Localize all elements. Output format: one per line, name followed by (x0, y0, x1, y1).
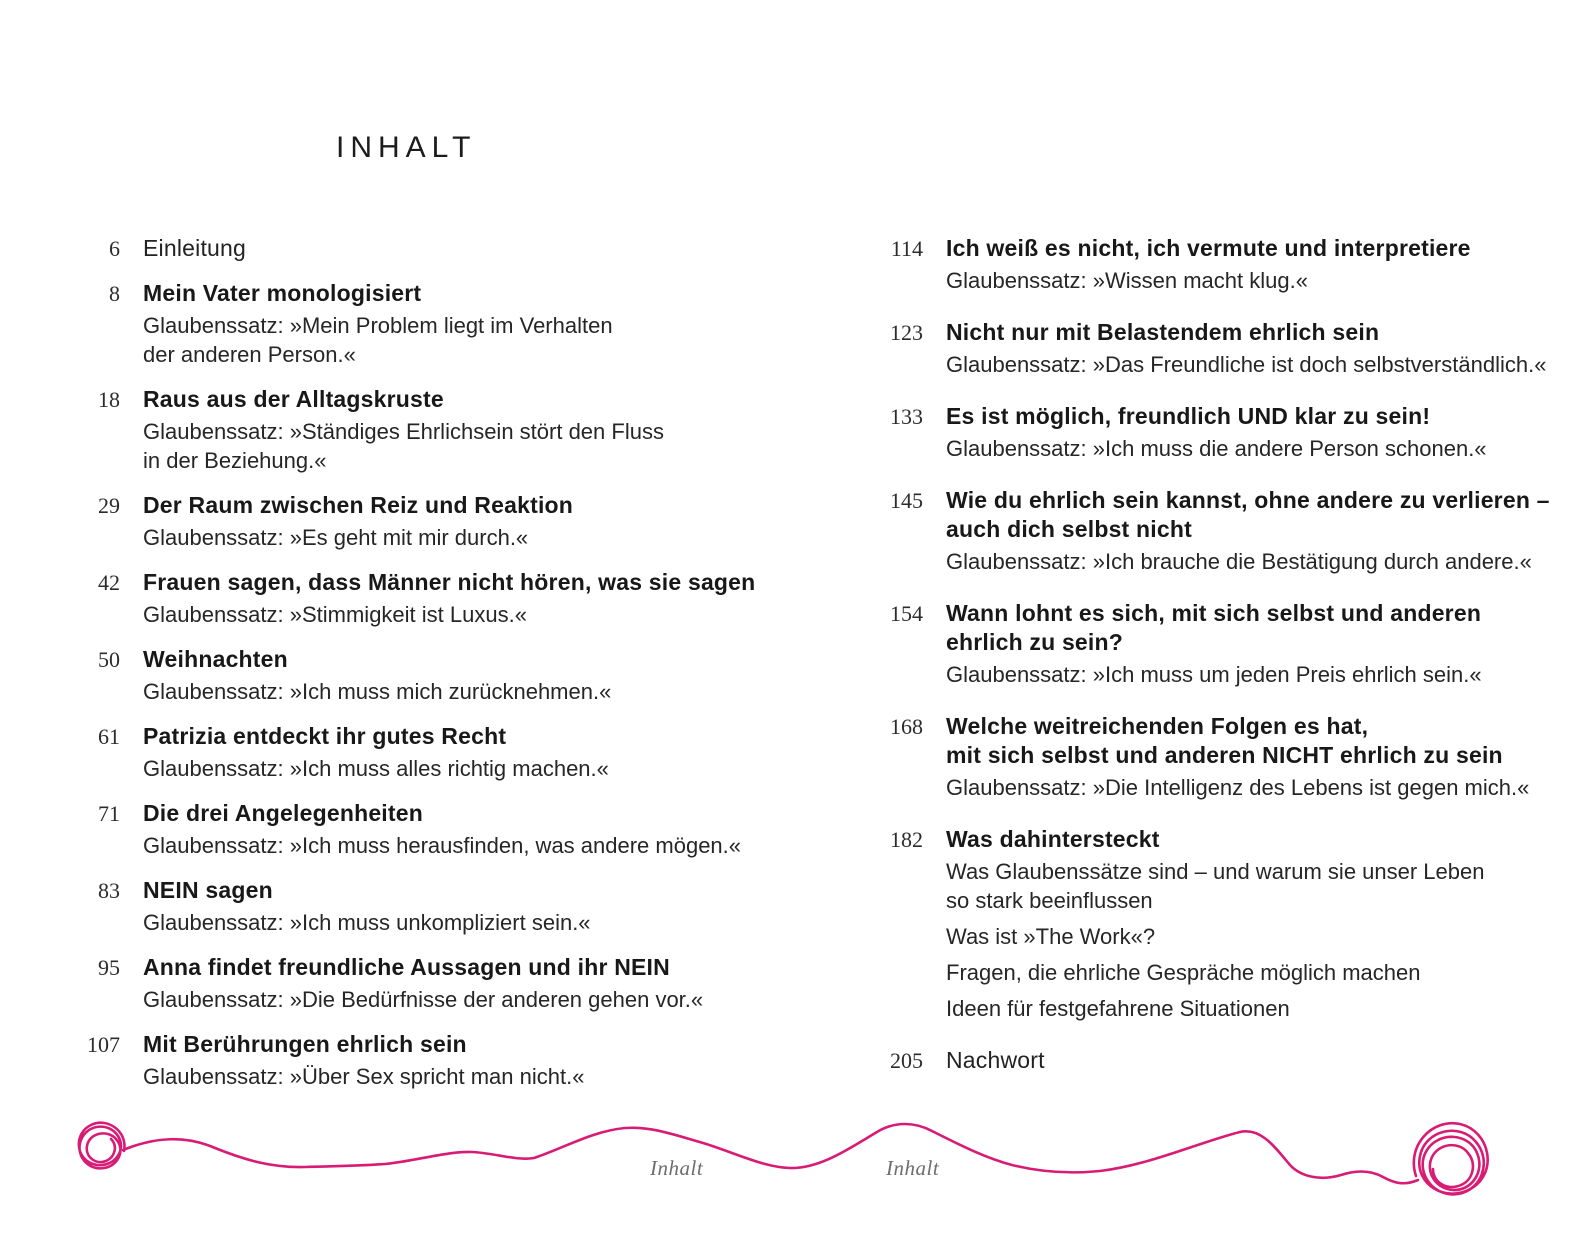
toc-entry-subtitle-line: Glaubenssatz: »Ich muss alles richtig machen.« (143, 756, 609, 781)
toc-entry-subtitle (143, 985, 703, 1014)
toc-entry-title-line: Frauen sagen, dass Männer nicht hören, was sie sagen (143, 569, 756, 595)
toc-entry-subtitle (946, 958, 1484, 987)
toc-entry-title-line: Einleitung (143, 235, 247, 261)
toc-entry-content (143, 279, 613, 369)
toc-page-number: 6 (109, 236, 120, 261)
toc-entry-subtitle-line: Glaubenssatz: »Die Intelligenz des Lebens ist gegen mich.« (946, 775, 1530, 800)
toc-entry-subtitle-line: Glaubenssatz: »Ich muss um jeden Preis ehrlich sein.« (946, 662, 1482, 687)
toc-page-number: 29 (98, 493, 120, 518)
toc-entry-title-line: ehrlich zu sein? (946, 629, 1124, 655)
toc-entry-subtitle (143, 311, 613, 369)
toc-entry-subtitle-line: Glaubenssatz: »Es geht mit mir durch.« (143, 525, 529, 550)
toc-page-number: 71 (98, 801, 120, 826)
toc-entry-subtitle-line: Fragen, die ehrliche Gespräche möglich machen (946, 960, 1421, 985)
toc-entry-subtitle (143, 754, 609, 783)
toc-entry (62, 953, 792, 1014)
toc-entry-subtitle (946, 857, 1484, 915)
toc-page-number: 154 (890, 601, 923, 626)
toc-entry-subtitle-line: Glaubenssatz: »Mein Problem liegt im Verhalten (143, 313, 613, 338)
toc-entry-title-line: auch dich selbst nicht (946, 516, 1192, 542)
toc-entry-content (143, 568, 755, 629)
toc-entry-content (143, 953, 703, 1014)
scribble-ball-right-icon (1414, 1123, 1488, 1194)
toc-entry-title-line: Welche weitreichenden Folgen es hat, (946, 713, 1369, 739)
toc-entry-subtitle (946, 266, 1471, 295)
toc-entry (62, 722, 792, 783)
toc-entry-subtitle-line: Glaubenssatz: »Das Freundliche ist doch selbstverständlich.« (946, 352, 1547, 377)
toc-column-right (857, 234, 1587, 1098)
toc-entry (857, 402, 1587, 463)
toc-entry-subtitle (143, 523, 573, 552)
toc-entry-content (946, 712, 1529, 802)
toc-entry-subtitle-line: Glaubenssatz: »Ich brauche die Bestätigung durch andere.« (946, 549, 1532, 574)
squiggle-line (123, 1124, 1418, 1183)
toc-entry-title-line: Wann lohnt es sich, mit sich selbst und anderen (946, 600, 1482, 626)
toc-entry-subtitle (143, 1062, 584, 1091)
toc-page-number: 123 (890, 320, 923, 345)
toc-page-number: 8 (109, 281, 120, 306)
toc-entry-content (143, 1030, 584, 1091)
toc-entry-subtitle-line: Glaubenssatz: »Über Sex spricht man nicht.« (143, 1064, 585, 1089)
toc-entry-subtitle-line: der anderen Person.« (143, 342, 356, 367)
toc-entry-content (946, 318, 1546, 379)
footer-page-label-left: Inhalt (650, 1156, 704, 1180)
toc-entry-subtitle (143, 600, 755, 629)
toc-column-left (62, 234, 792, 1107)
toc-entry (857, 712, 1587, 802)
toc-entry-subtitle-line: in der Beziehung.« (143, 448, 327, 473)
toc-entry-title-line: Anna findet freundliche Aussagen und ihr NEIN (143, 954, 670, 980)
toc-entry (857, 825, 1587, 1023)
toc-entry-subtitle-line: Was Glaubenssätze sind – und warum sie unser Leben (946, 859, 1485, 884)
toc-entry-subtitle (143, 831, 741, 860)
toc-entry-content (946, 825, 1484, 1023)
toc-page-number: 95 (98, 955, 120, 980)
toc-entry-content (143, 385, 664, 475)
toc-page-number: 114 (890, 236, 923, 261)
footer-page-label-right: Inhalt (886, 1156, 940, 1180)
toc-entry (857, 234, 1587, 295)
toc-entry-title-line: Es ist möglich, freundlich UND klar zu sein! (946, 403, 1431, 429)
page-title: INHALT (336, 131, 477, 164)
toc-page-number: 42 (98, 570, 120, 595)
toc-page-number: 61 (98, 724, 120, 749)
toc-entry-title-line: Ich weiß es nicht, ich vermute und interpretiere (946, 235, 1471, 261)
toc-entry-subtitle-line: Glaubenssatz: »Die Bedürfnisse der anderen gehen vor.« (143, 987, 704, 1012)
toc-entry-content (143, 722, 609, 783)
toc-entry-content (143, 234, 246, 263)
toc-entry-subtitle (946, 350, 1546, 379)
toc-entry-content (143, 799, 741, 860)
toc-entry-subtitle-line: Glaubenssatz: »Ich muss mich zurücknehmen.« (143, 679, 612, 704)
toc-entry-subtitle (143, 908, 591, 937)
toc-entry (62, 279, 792, 369)
toc-entry-title-line: Was dahintersteckt (946, 826, 1160, 852)
toc-entry (857, 486, 1587, 576)
toc-entry-subtitle (946, 660, 1482, 689)
toc-entry-title-line: Raus aus der Alltagskruste (143, 386, 444, 412)
toc-entry-subtitle (946, 547, 1550, 576)
toc-entry-content (946, 234, 1471, 295)
toc-entry-title-line: Weihnachten (143, 646, 288, 672)
toc-page-number: 107 (87, 1032, 120, 1057)
scribble-ball-left-icon (79, 1123, 125, 1169)
toc-entry-subtitle-line: Glaubenssatz: »Ich muss herausfinden, was andere mögen.« (143, 833, 742, 858)
toc-entry (62, 799, 792, 860)
toc-entry-subtitle (946, 994, 1484, 1023)
toc-entry-subtitle-line: Glaubenssatz: »Ständiges Ehrlichsein stört den Fluss (143, 419, 664, 444)
toc-entry-title-line: Patrizia entdeckt ihr gutes Recht (143, 723, 507, 749)
toc-entry (857, 599, 1587, 689)
toc-entry (857, 318, 1587, 379)
toc-entry (62, 491, 792, 552)
toc-entry-subtitle-line: Ideen für festgefahrene Situationen (946, 996, 1290, 1021)
toc-entry-content (946, 599, 1482, 689)
toc-entry-subtitle-line: Glaubenssatz: »Ich muss unkompliziert sein.« (143, 910, 591, 935)
toc-entry-content (143, 645, 611, 706)
toc-page-number: 18 (98, 387, 120, 412)
toc-entry (857, 1046, 1587, 1075)
toc-entry-subtitle-line: so stark beeinflussen (946, 888, 1153, 913)
toc-entry (62, 876, 792, 937)
toc-page-number: 205 (890, 1048, 923, 1073)
toc-entry-title-line: Nicht nur mit Belastendem ehrlich sein (946, 319, 1380, 345)
toc-entry-content (946, 402, 1487, 463)
toc-entry-content (946, 486, 1550, 576)
toc-entry-title-line: Die drei Angelegenheiten (143, 800, 424, 826)
toc-entry (62, 234, 792, 263)
toc-entry-subtitle-line: Glaubenssatz: »Ich muss die andere Person schonen.« (946, 436, 1487, 461)
toc-page-number: 133 (890, 404, 923, 429)
toc-entry-title-line: Mit Berührungen ehrlich sein (143, 1031, 467, 1057)
toc-entry-title-line: Der Raum zwischen Reiz und Reaktion (143, 492, 574, 518)
toc-entry-subtitle (143, 417, 664, 475)
toc-page-number: 145 (890, 488, 923, 513)
toc-entry (62, 568, 792, 629)
toc-entry-content (946, 1046, 1045, 1075)
toc-entry-subtitle (946, 773, 1529, 802)
toc-entry-content (143, 491, 573, 552)
toc-entry-title-line: Nachwort (946, 1047, 1045, 1073)
toc-page-number: 168 (890, 714, 923, 739)
toc-entry-subtitle (143, 677, 611, 706)
toc-entry-title-line: Wie du ehrlich sein kannst, ohne andere zu verlieren – (946, 487, 1550, 513)
toc-entry-subtitle (946, 434, 1487, 463)
toc-entry-subtitle-line: Was ist »The Work«? (946, 924, 1156, 949)
toc-entry-subtitle-line: Glaubenssatz: »Stimmigkeit ist Luxus.« (143, 602, 527, 627)
toc-entry-title-line: mit sich selbst und anderen NICHT ehrlich zu sein (946, 742, 1503, 768)
toc-entry-title-line: Mein Vater monologisiert (143, 280, 422, 306)
toc-entry (62, 385, 792, 475)
toc-entry (62, 645, 792, 706)
toc-page-number: 50 (98, 647, 120, 672)
toc-page-number: 182 (890, 827, 923, 852)
toc-entry-subtitle (946, 922, 1484, 951)
toc-entry-title-line: NEIN sagen (143, 877, 273, 903)
toc-page-number: 83 (98, 878, 120, 903)
toc-entry (62, 1030, 792, 1091)
toc-entry-subtitle-line: Glaubenssatz: »Wissen macht klug.« (946, 268, 1308, 293)
toc-entry-content (143, 876, 591, 937)
